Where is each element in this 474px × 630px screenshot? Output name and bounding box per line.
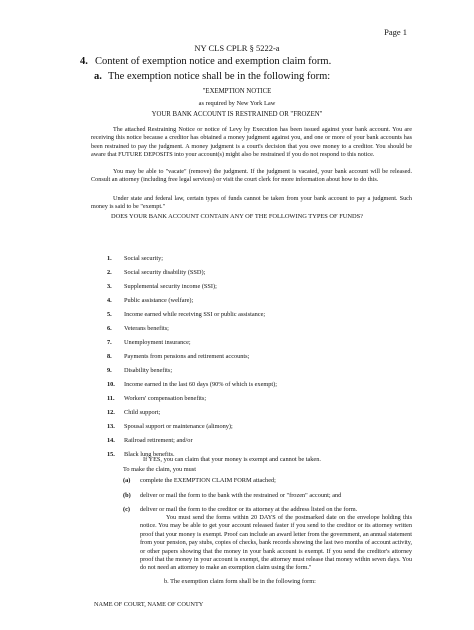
list-item: 3. Supplemental security income (SSI); [107, 283, 217, 290]
funds-question: DOES YOUR BANK ACCOUNT CONTAIN ANY OF THE FOLLOWING TYPES OF FUNDS? [111, 213, 363, 220]
section-4-title: Content of exemption notice and exemption claim form. [95, 56, 332, 67]
court-name-line: NAME OF COURT, NAME OF COUNTY [94, 601, 204, 608]
page-number: Page 1 [384, 27, 407, 37]
section-4-heading [80, 56, 331, 67]
notice-title: "EXEMPTION NOTICE [202, 88, 272, 95]
list-item: 11. Workers' compensation benefits; [107, 395, 207, 402]
statute-header: NY CLS CPLR § 5222-a [194, 43, 280, 53]
section-a-heading [94, 71, 330, 82]
notice-paragraph-3: Under state and federal law, certain types of funds cannot be taken from your bank account to pay a judgment. Such money is said to be "exempt." [91, 195, 412, 211]
list-item: 15. Black lung benefits. [107, 451, 175, 458]
list-item: 1. Social security; [107, 255, 163, 262]
section-b-text: b. The exemption claim form shall be in the following form: [164, 578, 316, 585]
section-a-title: The exemption notice shall be in the following form: [108, 71, 331, 82]
list-item: 7. Unemployment insurance; [107, 339, 191, 346]
notice-paragraph-1: The attached Restraining Notice or notice of Levy by Execution has been issued against your bank account. You are receiving this notice because a creditor has obtained a money judgment against you, and one or more of your bank accounts has been restrained to pay the judgment. A money judgment is a court's decision that you owe money to a creditor. You should be aware that FUTURE DEPOSITS into your account(s) might also be restrained if you do not respond to this notice. [91, 126, 412, 159]
notice-subtitle: as required by New York Law [198, 100, 276, 107]
to-make-text: To make the claim, you must [123, 466, 197, 473]
list-item: 10. Income earned in the last 60 days (90% of which is exempt); [107, 381, 278, 388]
list-item: 12. Child support; [107, 409, 161, 416]
step-b: (b) deliver or mail the form to the bank with the restrained or "frozen" account; and [123, 492, 342, 499]
notice-warning: YOUR BANK ACCOUNT IS RESTRAINED OR "FROZEN" [151, 111, 323, 118]
list-item: 13. Spousal support or maintenance (alimony); [107, 423, 233, 430]
list-item: 9. Disability benefits; [107, 367, 173, 374]
list-item: 8. Payments from pensions and retirement accounts; [107, 353, 250, 360]
claim-instructions-paragraph: You must send the forms within 20 DAYS of the postmarked date on the envelope holding this notice. You may be able to get your account released faster if you send to the creditor or its attorney written proof that your money is exempt. Proof can include an award letter from the government, an annual statement from your pension, pay stubs, copies of checks, bank records showing the last two months of account activity, or other papers showing that the money in your bank account is exempt. If you send the creditor's attorney proof that the money in your account is exempt, the attorney must release that money within seven days. You do not need an attorney to make an exemption claim using the form." [140, 514, 412, 572]
list-item: 5. Income earned while receiving SSI or public assistance; [107, 311, 266, 318]
list-item: 6. Veterans benefits; [107, 325, 169, 332]
if-yes-text: If YES, you can claim that your money is exempt and cannot be taken. [143, 456, 321, 463]
list-item: 4. Public assistance (welfare); [107, 297, 194, 304]
notice-paragraph-2: You may be able to "vacate" (remove) the judgment. If the judgment is vacated, your bank account will be released. Consult an attorney (including free legal services) or visit the court clerk for more information about how to do this. [91, 168, 412, 184]
section-a-number: a. [94, 71, 102, 82]
section-4-number: 4. [80, 56, 88, 67]
step-a: (a) complete the EXEMPTION CLAIM FORM attached; [123, 477, 276, 484]
step-c: (c) deliver or mail the form to the creditor or its attorney at the address listed on the form. [123, 506, 358, 513]
list-item: 14. Railroad retirement; and/or [107, 437, 193, 444]
list-item: 2. Social security disability (SSD); [107, 269, 206, 276]
